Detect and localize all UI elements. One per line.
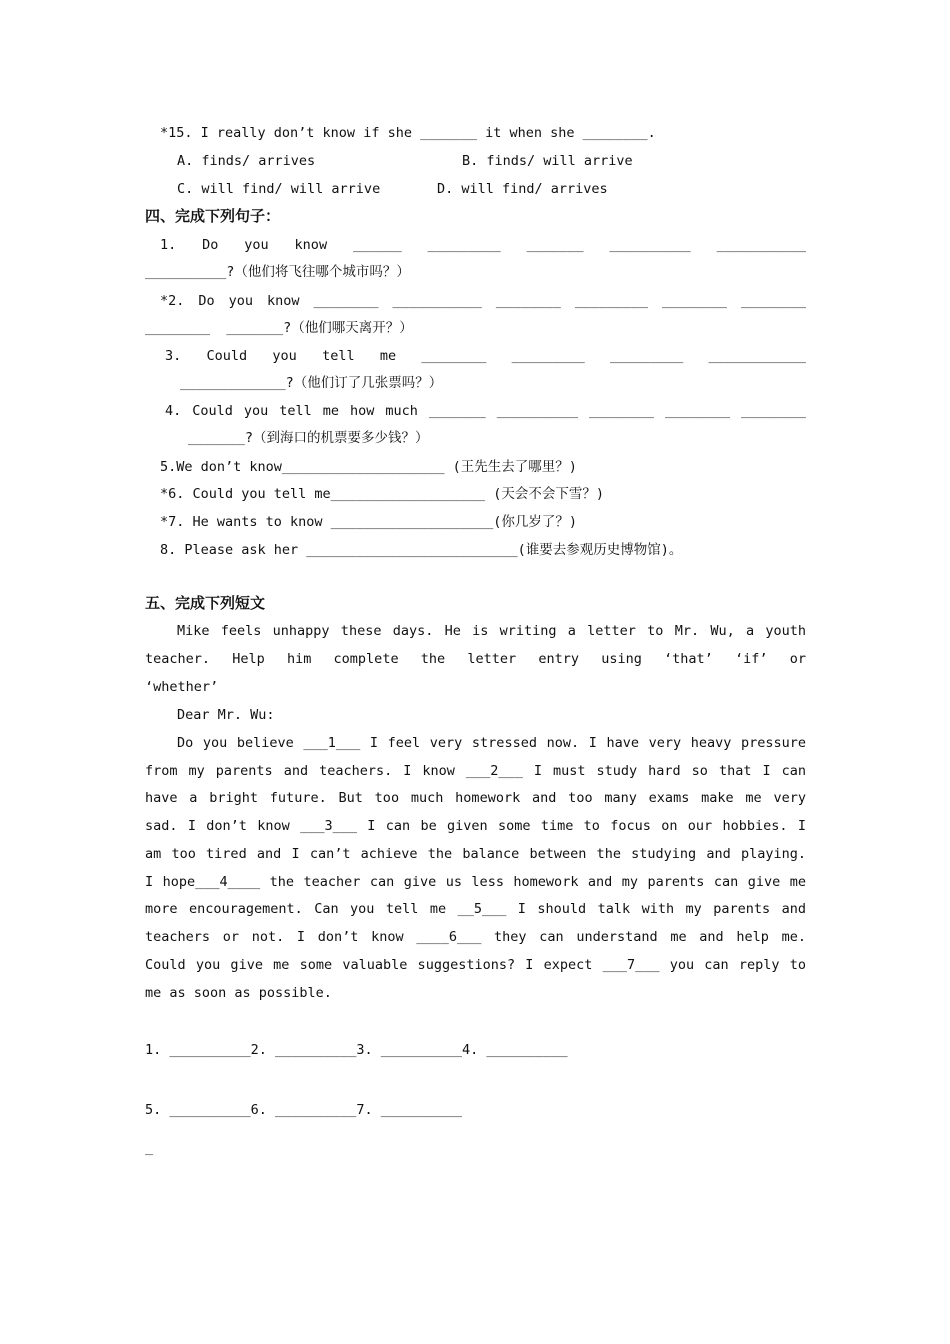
s4-item1-line2: __________?（他们将飞往哪个城市吗？） bbox=[145, 264, 410, 280]
letter-line2: from my parents and teachers. I know ___2___ I must study hard so that I can bbox=[145, 763, 806, 779]
s4-item6: *6. Could you tell me___________________ (天会不会下雪？) bbox=[160, 486, 604, 502]
s4-item3-line2: _____________?（他们订了几张票吗？） bbox=[180, 375, 443, 391]
q15-option-d: D. will find/ arrives bbox=[437, 181, 608, 197]
s4-item3-line1: 3. Could you tell me ________ _________ _________ ____________ bbox=[165, 348, 806, 364]
s4-item5: 5.We don’t know____________________ (王先生去了哪里？) bbox=[160, 459, 577, 475]
q15-option-c: C. will find/ will arrive bbox=[177, 181, 381, 197]
letter-line9: Could you give me some valuable suggestions? I expect ___7___ you can reply to bbox=[145, 957, 806, 973]
s5-intro-line2: teacher. Help him complete the letter entry using ‘that’ ‘if’ or bbox=[145, 651, 806, 667]
letter-greeting: Dear Mr. Wu: bbox=[177, 707, 275, 723]
section4-heading: 四、完成下列句子： bbox=[145, 207, 281, 225]
q15-stem: *15. I really don’t know if she _______ it when she ________. bbox=[160, 125, 656, 141]
s4-item2-line2: ________ _______?（他们哪天离开？） bbox=[145, 320, 413, 336]
q15-option-b: B. finds/ will arrive bbox=[462, 153, 633, 169]
letter-line6: I hope___4____ the teacher can give us less homework and my parents can give me bbox=[145, 874, 806, 890]
letter-line1: Do you believe ___1___ I feel very stressed now. I have very heavy pressure bbox=[177, 735, 806, 751]
answer-row-2: 5. __________6. __________7. __________ bbox=[145, 1102, 462, 1118]
s4-item4-line2: _______?（到海口的机票要多少钱？） bbox=[188, 430, 429, 446]
s4-item8: 8. Please ask her __________________________(谁要去参观历史博物馆)。 bbox=[160, 542, 683, 558]
letter-line7: more encouragement. Can you tell me __5___ I should talk with my parents and bbox=[145, 901, 806, 917]
s5-intro-line1: Mike feels unhappy these days. He is writing a letter to Mr. Wu, a youth bbox=[177, 623, 806, 639]
letter-line5: am too tired and I can’t achieve the balance between the studying and playing. bbox=[145, 846, 806, 862]
s5-intro-line3: ‘whether’ bbox=[145, 679, 219, 695]
s4-item1-line1: 1. Do you know ______ _________ _______ __________ ___________ bbox=[160, 237, 806, 253]
s4-item2-line1: *2. Do you know ________ ___________ ________ _________ ________ ________ bbox=[160, 293, 806, 309]
letter-line3: have a bright future. But too much homework and too many exams make me very bbox=[145, 790, 806, 806]
s4-item7: *7. He wants to know ____________________(你几岁了？) bbox=[160, 514, 577, 530]
s4-item4-line1: 4. Could you tell me how much _______ __________ ________ ________ ________ bbox=[165, 403, 806, 419]
section5-heading: 五、完成下列短文 bbox=[145, 594, 266, 612]
letter-line8: teachers or not. I don’t know ____6___ they can understand me and help me. bbox=[145, 929, 806, 945]
trailing-mark: _ bbox=[145, 1140, 154, 1156]
answer-row-1: 1. __________2. __________3. __________4. __________ bbox=[145, 1042, 568, 1058]
q15-option-a: A. finds/ arrives bbox=[177, 153, 316, 169]
letter-line10: me as soon as possible. bbox=[145, 985, 332, 1001]
letter-line4: sad. I don’t know ___3___ I can be given some time to focus on our hobbies. I bbox=[145, 818, 806, 834]
